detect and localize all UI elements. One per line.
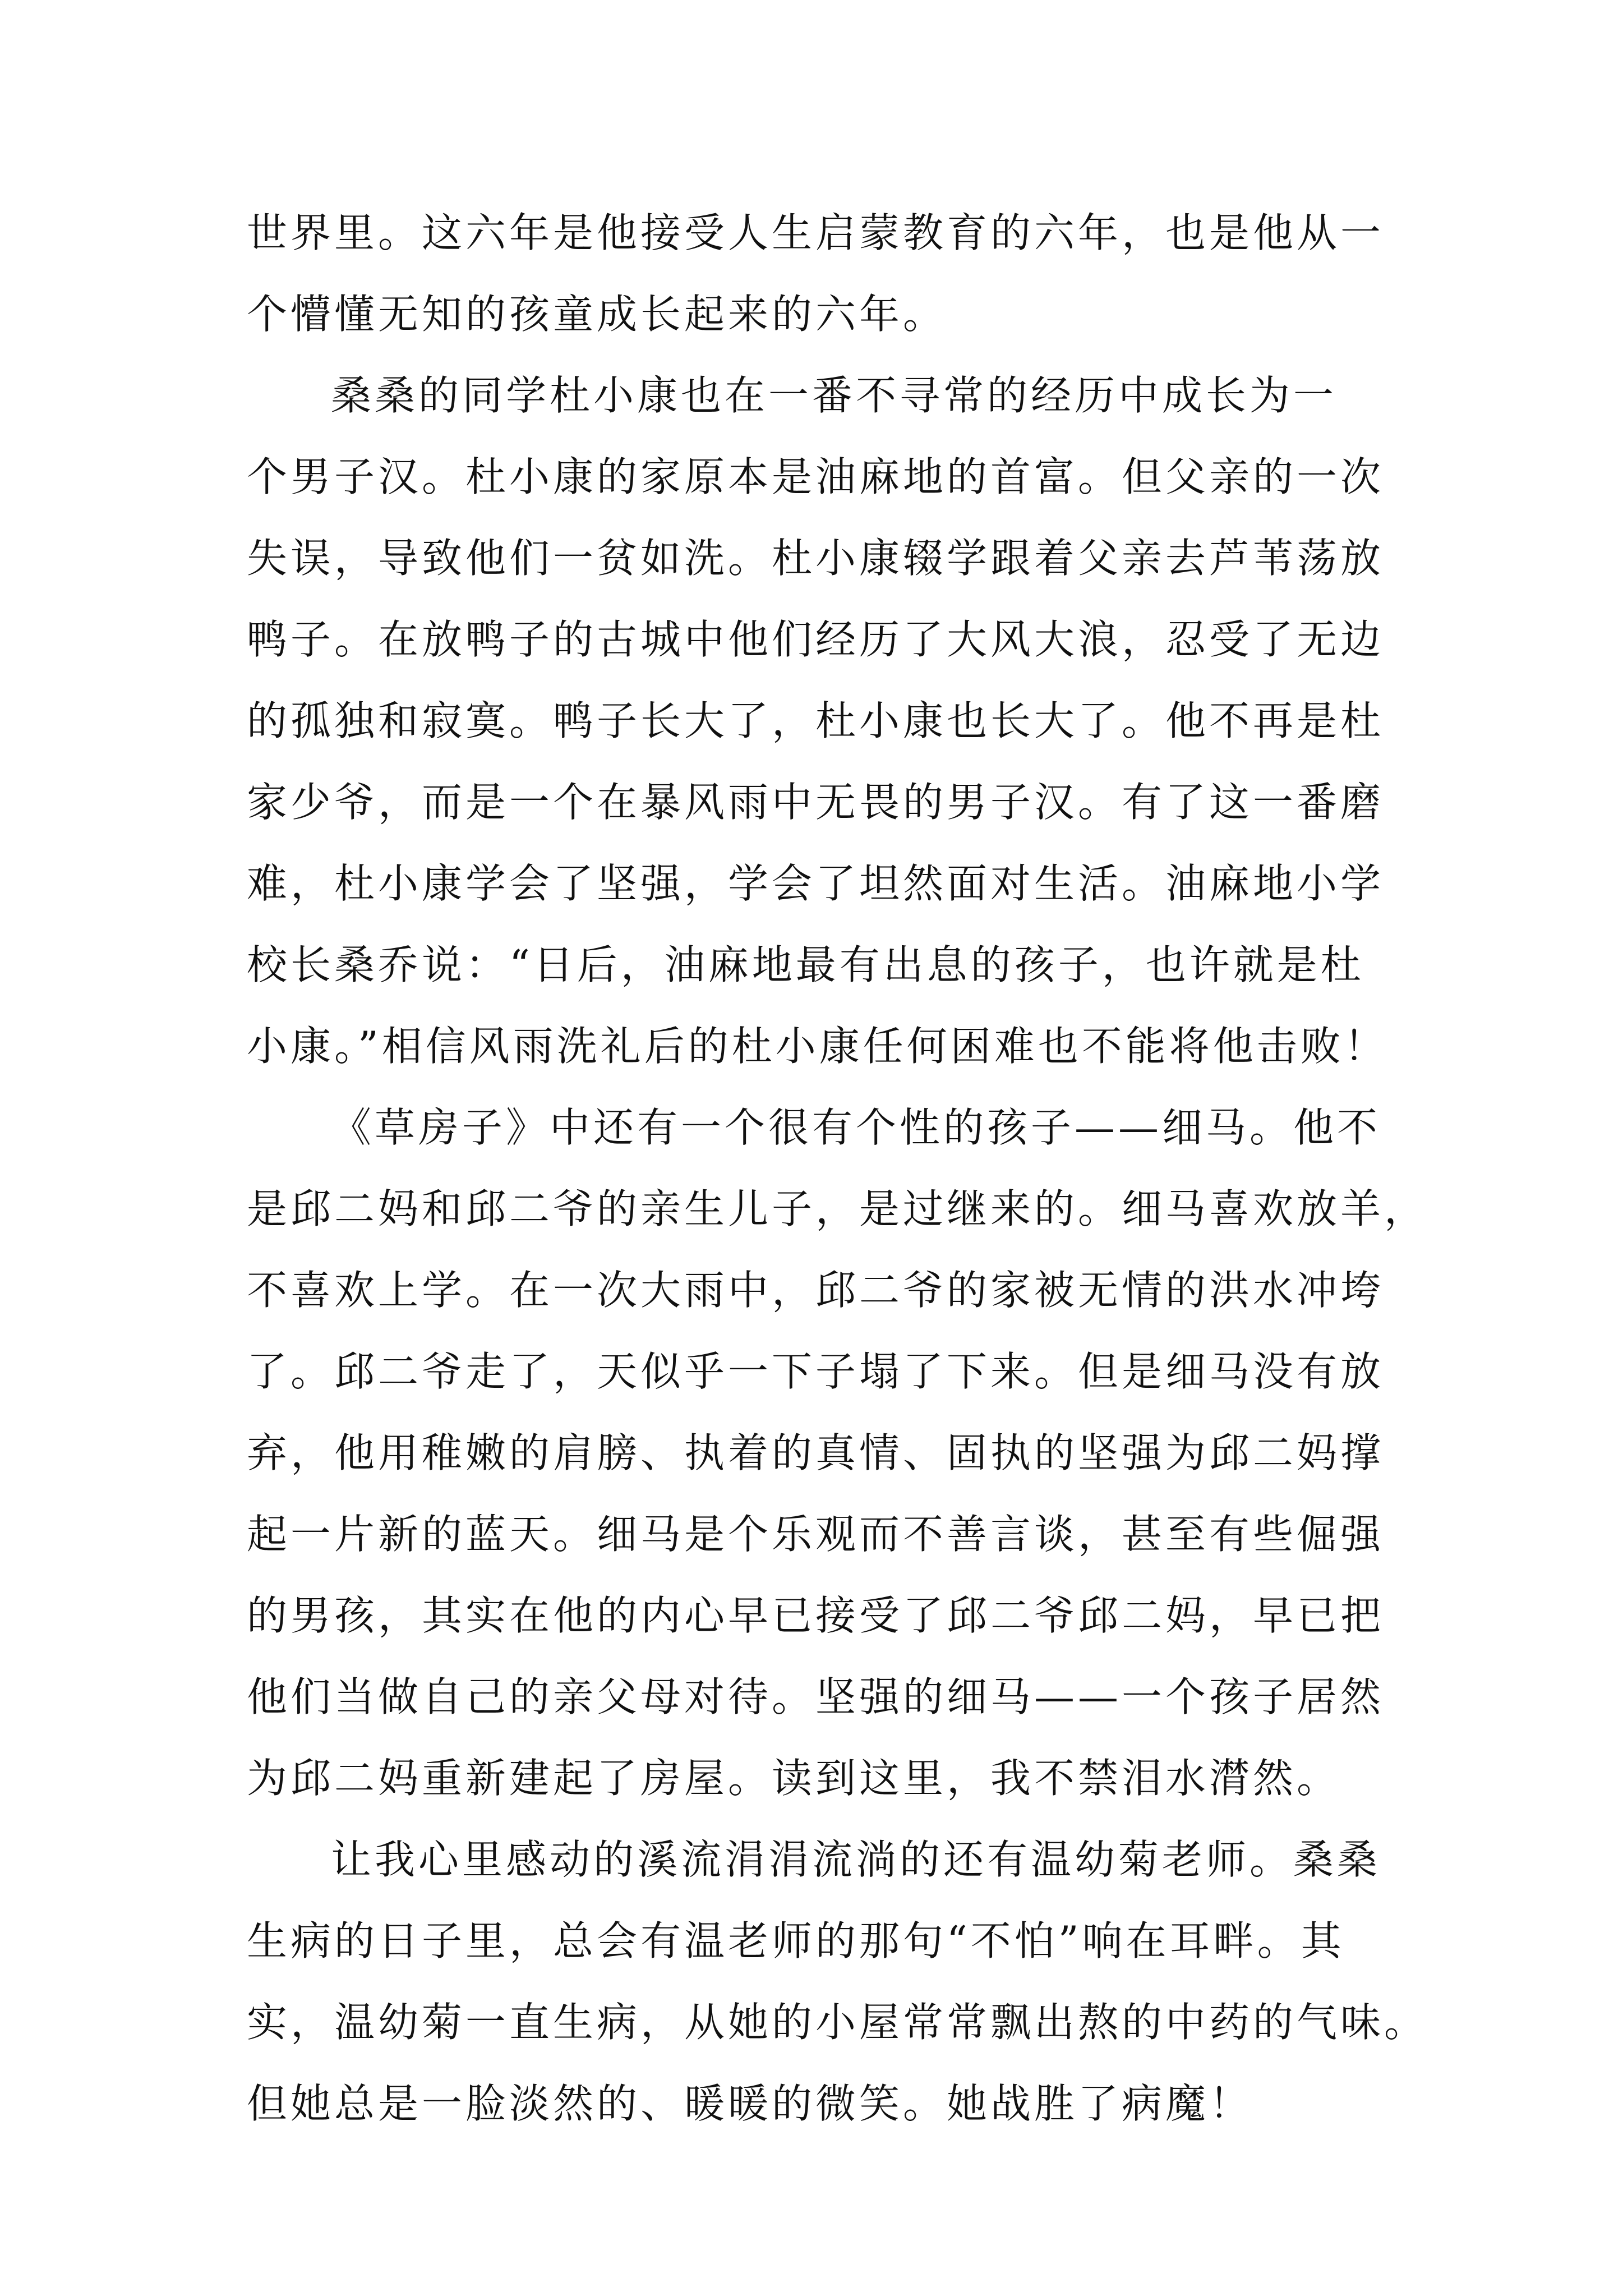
text-line: 的孤独和寂寞。鸭子长大了，杜小康也长大了。他不再是杜 [247,697,1385,744]
paragraph-first-line: 《草房子》中还有一个很有个性的孩子——细马。他不 [331,1104,1381,1151]
text-line: 个懵懂无知的孩童成长起来的六年。 [247,291,947,338]
text-line: 生病的日子里，总会有温老师的那句“不怕”响在耳畔。其 [247,1917,1345,1964]
text-line: 为邱二妈重新建起了房屋。读到这里，我不禁泪水潸然。 [247,1755,1341,1802]
text-line: 校长桑乔说：“日后，油麻地最有出息的孩子，也许就是杜 [247,941,1364,988]
text-line: 小康。”相信风雨洗礼后的杜小康任何困难也不能将他击败！ [247,1023,1388,1070]
text-line: 他们当做自己的亲父母对待。坚强的细马——一个孩子居然 [247,1673,1385,1720]
text-line: 鸭子。在放鸭子的古城中他们经历了大风大浪，忍受了无边 [247,616,1385,663]
paragraph-first-line: 桑桑的同学杜小康也在一番不寻常的经历中成长为一 [331,372,1338,419]
text-line: 家少爷，而是一个在暴风雨中无畏的男子汉。有了这一番磨 [247,779,1385,826]
text-line: 了。邱二爷走了，天似乎一下子塌了下来。但是细马没有放 [247,1348,1385,1395]
paragraph-first-line: 让我心里感动的溪流涓涓流淌的还有温幼菊老师。桑桑 [331,1836,1381,1883]
text-line: 是邱二妈和邱二爷的亲生儿子，是过继来的。细马喜欢放羊， [247,1185,1428,1232]
text-line: 个男子汉。杜小康的家原本是油麻地的首富。但父亲的一次 [247,453,1385,500]
text-line: 世界里。这六年是他接受人生启蒙教育的六年，也是他从一 [247,209,1385,256]
text-line: 但她总是一脸淡然的、暖暖的微笑。她战胜了病魔！ [247,2080,1253,2127]
text-line: 不喜欢上学。在一次大雨中，邱二爷的家被无情的洪水冲垮 [247,1267,1385,1314]
text-line: 起一片新的蓝天。细马是个乐观而不善言谈，甚至有些倔强 [247,1511,1385,1558]
text-line: 的男孩，其实在他的内心早已接受了邱二爷邱二妈，早已把 [247,1592,1385,1639]
text-line: 弃，他用稚嫩的肩膀、执着的真情、固执的坚强为邱二妈撑 [247,1429,1385,1476]
text-line: 难，杜小康学会了坚强，学会了坦然面对生活。油麻地小学 [247,860,1385,907]
text-line: 实，温幼菊一直生病，从她的小屋常常飘出熬的中药的气味。 [247,1999,1428,2046]
text-line: 失误，导致他们一贫如洗。杜小康辍学跟着父亲去芦苇荡放 [247,535,1385,582]
